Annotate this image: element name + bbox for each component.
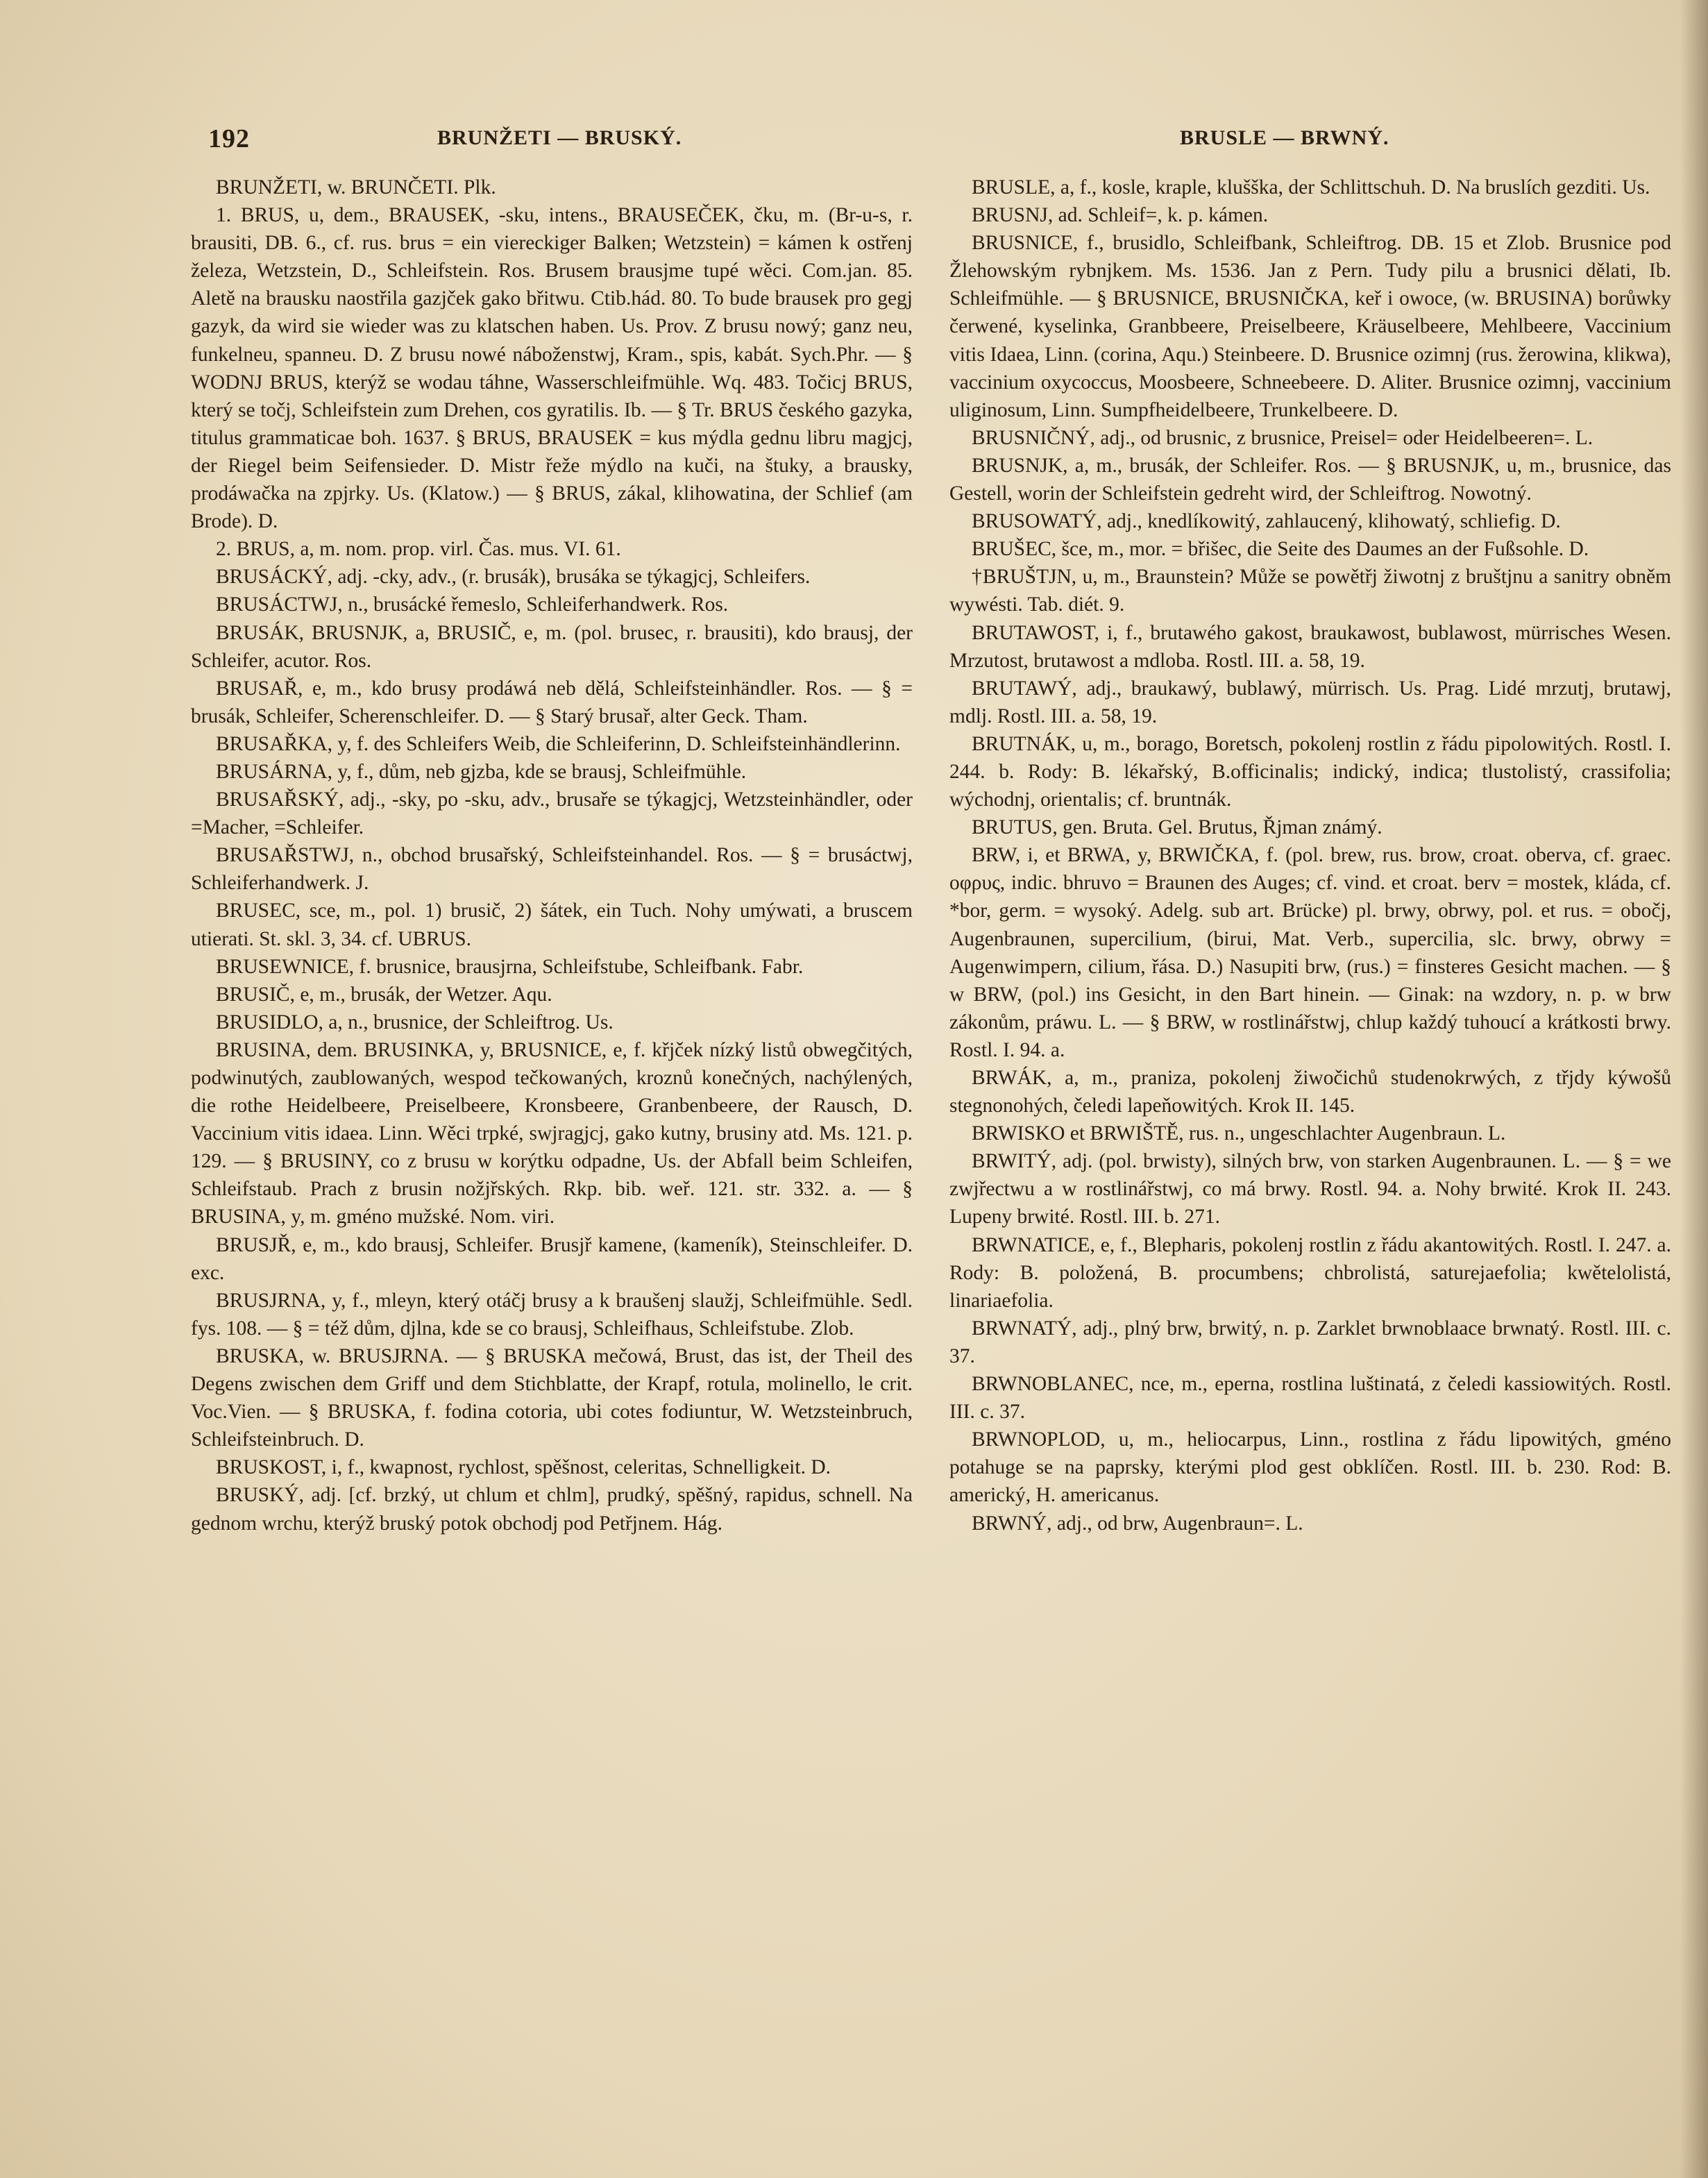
dictionary-entry: BRUSEWNICE, f. brusnice, brausjrna, Schleifstube, Schleifbank. Fabr.: [216, 955, 804, 978]
dictionary-entry: BRUSLE, a, f., kosle, kraple, klušška, der Schlittschuh. D. Na bruslích gezditi. Us.: [972, 176, 1650, 199]
page-spine-shadow: [1680, 0, 1708, 2178]
dictionary-entry: BRWNOPLOD, u, m., heliocarpus, Linn., rostlina z řádu lipowitých, gméno potahuge se na paprsky, kterými plod gest obklíčen. Rostl. III. b. 230. Rod: B. americký, H. americanus.: [949, 1428, 1671, 1507]
dictionary-entry: BRUSINA, dem. BRUSINKA, y, BRUSNICE, e, f. křjček nízký listů obwegčitých, podwinutých, zaublowaných, wespod tečkowaných, kroznů konečných, nachýlených, die rothe Heidelbeere, Preiselbeere, Kronsbeere, Granbenbeere, der Rausch, D. Vaccinium vitis idaea. Linn. Wěci trpké, swjragjcj, gako kutny, brusiny atd. Ms. 121. p. 129. — § BRUSINY, co z brusu w korýtku odpadne, Us. der Abfall beim Schleifen, Schleifstaub. Prach z brusin nožjřských. Rkp. bib. weř. 121. str. 332. a. — § BRUSINA, y, m. gméno mužské. Nom. viri.: [191, 1038, 913, 1229]
dictionary-entry: BRWNOBLANEC, nce, m., eperna, rostlina luštinatá, z čeledi kassiowitých. Rostl. III. c. 37.: [949, 1373, 1671, 1424]
dictionary-entry: BRUSNJ, ad. Schleif=, k. p. kámen.: [972, 204, 1269, 227]
dictionary-entry: BRUSÁCTWJ, n., brusácké řemeslo, Schleiferhandwerk. Ros.: [216, 593, 729, 616]
dictionary-entry: BRUTUS, gen. Bruta. Gel. Brutus, Řjman známý.: [972, 816, 1383, 839]
dictionary-entry: BRWNATICE, e, f., Blepharis, pokolenj rostlin z řádu akantowitých. Rostl. I. 247. a. Rody: B. položená, B. procumbens; chbrolistá, saturejaefolia; kwětelolistá, linariaefolia.: [949, 1233, 1671, 1312]
dictionary-entry: BRUTNÁK, u, m., borago, Boretsch, pokolenj rostlin z řádu pipolowitých. Rostl. I. 244. b. Rody: B. lékařský, B.officinalis; indický, indica; tlustolistý, crassifolia; wýchodnj, orientalis; cf. bruntnák.: [949, 732, 1671, 811]
dictionary-entry: BRUSOWATÝ, adj., knedlíkowitý, zahlaucený, klihowatý, schliefig. D.: [972, 510, 1561, 533]
page-header: [208, 124, 1457, 158]
dictionary-entry: BRWNÝ, adj., od brw, Augenbraun=. L.: [972, 1512, 1303, 1535]
dictionary-entry: BRW, i, et BRWA, y, BRWIČKA, f. (pol. brew, rus. brow, croat. oberva, cf. graec. οφρυς, indic. bhruvo = Braunen des Auges; cf. vind. et croat. berv = mostek, kláda, cf. *bor, germ. = wysoký. Adelg. sub art. Brücke) pl. brwy, obrwy, pol. et rus. = obočj, Augenbraunen, supercilium, (birui, Mat. Verb., supercilia, slc. brwy, obrwy = Augenwimpern, cilium, řása. D.) Nasupiti brw, (rus.) = finsteres Gesicht machen. — § w BRW, (pol.) ins Gesicht, in den Bart hinein. — Ginak: na wzdory, n. p. w brw zákonům, práwu. L. — § BRW, w rostlinářstwj, chlup každý tuhoucí a krátkosti brwy. Rostl. I. 94. a.: [949, 844, 1671, 1061]
dictionary-entry: BRUSJŘ, e, m., kdo brausj, Schleifer. Brusjř kamene, (kameník), Steinschleifer. D. exc.: [191, 1233, 913, 1284]
dictionary-entry: BRUSAŘKA, y, f. des Schleifers Weib, die Schleiferinn, D. Schleifsteinhändlerinn.: [216, 732, 901, 755]
dictionary-entry: BRUSNJK, a, m., brusák, der Schleifer. Ros. — § BRUSNJK, u, m., brusnice, das Gestell, worin der Schleifstein gedreht wird, der Schleiftrog. Nowotný.: [949, 454, 1671, 505]
dictionary-entry: BRWISKO et BRWIŠTĚ, rus. n., ungeschlachter Augenbraun. L.: [972, 1122, 1506, 1145]
left-column: [191, 174, 913, 1537]
dictionary-entry: BRUSÁK, BRUSNJK, a, BRUSIČ, e, m. (pol. brusec, r. brausiti), kdo brausj, der Schleifer, acutor. Ros.: [191, 621, 913, 672]
dictionary-entry: BRUTAWOST, i, f., brutawého gakost, braukawost, bublawost, mürrisches Wesen. Mrzutost, brutawost a mdloba. Rostl. III. a. 58, 19.: [949, 621, 1671, 672]
dictionary-entry: 1. BRUS, u, dem., BRAUSEK, -sku, intens., BRAUSEČEK, čku, m. (Br-u-s, r. brausiti, DB. 6., cf. rus. brus = ein viereckiger Balken; Wetzstein) = kámen k ostřenj železa, Wetzstein, D., Schleifstein. Ros. Brusem brausjme tupé wěci. Com.jan. 85. Aletě na brausku naostřila gazjček gako břitwu. Ctib.hád. 80. To bude brausek pro gegj gazyk, da wird sie wieder was zu klatschen haben. Us. Prov. Z brusu nowý; ganz neu, funkelneu, spanneu. D. Z brusu nowé náboženstwj, Kram., spis, kabát. Sych.Phr. — § WODNJ BRUS, kterýž se wodau táhne, Wasserschleifmühle. Wq. 483. Točicj BRUS, který se točj, Schleifstein zum Drehen, cos gyratilis. Ib. — § Tr. BRUS českého gazyka, titulus grammaticae boh. 1637. § BRUS, BRAUSEK = kus mýdla gednu libru magjcj, der Riegel beim Seifensieder. D. Mistr řeže mýdlo na kuči, na štuky, a brausky, prodáwačka na zpjrky. Us. (Klatow.) — § BRUS, zákal, klihowatina, der Schlief (am Brode). D.: [191, 204, 913, 533]
dictionary-entry: BRUSJRNA, y, f., mleyn, který otáčj brusy a k braušenj slaužj, Schleifmühle. Sedl. fys. 108. — § = též dům, djlna, kde se co brausj, Schleifhaus, Schleifstube. Zlob.: [191, 1289, 913, 1340]
dictionary-entry: BRUSKA, w. BRUSJRNA. — § BRUSKA mečowá, Brust, das ist, der Theil des Degens zwischen dem Griff und dem Stichblatte, der Krapf, rotula, molinello, le crit. Voc.Vien. — § BRUSKA, f. fodina cotoria, ubi cotes fodiuntur, W. Wetzsteinbruch, Schleifsteinbruch. D.: [191, 1344, 913, 1451]
dictionary-entry: BRUSAŘSTWJ, n., obchod brusařský, Schleifsteinhandel. Ros. — § = brusáctwj, Schleiferhandwerk. J.: [191, 844, 913, 895]
dictionary-entry: BRUSAŘ, e, m., kdo brusy prodáwá neb dělá, Schleifsteinhändler. Ros. — § = brusák, Schleifer, Scherenschleifer. D. — § Starý brusař, alter Geck. Tham.: [191, 677, 913, 727]
dictionary-entry: BRUSKÝ, adj. [cf. brzký, ut chlum et chlm], prudký, spěšný, rapidus, schnell. Na gednom wrchu, kterýž bruský potok obchodj pod Petřjnem. Hág.: [191, 1484, 913, 1535]
dictionary-entry: BRUSIČ, e, m., brusák, der Wetzer. Aqu.: [216, 983, 552, 1006]
dictionary-entry: BRUSÁRNA, y, f., dům, neb gjzba, kde se brausj, Schleifmühle.: [216, 760, 747, 783]
right-running-head: BRUSLE — BRWNÝ.: [1180, 126, 1389, 149]
dictionary-entry: BRWNATÝ, adj., plný brw, brwitý, n. p. Zarklet brwnoblaace brwnatý. Rostl. III. c. 37.: [949, 1317, 1671, 1367]
dictionary-entry: BRUSIDLO, a, n., brusnice, der Schleiftrog. Us.: [216, 1011, 614, 1033]
dictionary-entry: BRUTAWÝ, adj., braukawý, bublawý, mürrisch. Us. Prag. Lidé mrzutj, brutawj, mdlj. Rostl. III. a. 58, 19.: [949, 677, 1671, 727]
left-running-head: BRUNŽETI — BRUSKÝ.: [437, 126, 682, 149]
page-number: 192: [208, 124, 250, 153]
right-column: [949, 174, 1671, 1537]
dictionary-entry: BRUŠEC, šce, m., mor. = břišec, die Seite des Daumes an der Fußsohle. D.: [972, 538, 1589, 561]
dictionary-entry: BRWITÝ, adj. (pol. brwisty), silných brw, von starken Augenbraunen. L. — § = we zwjřectwu a w rostlinářstwj, co má brwy. Rostl. 94. a. Nohy brwité. Krok II. 243. Lupeny brwité. Rostl. III. b. 271.: [949, 1150, 1671, 1229]
dictionary-entry: BRUSÁCKÝ, adj. -cky, adv., (r. brusák), brusáka se týkagjcj, Schleifers.: [216, 566, 811, 589]
dictionary-entry: BRUSNIČNÝ, adj., od brusnic, z brusnice, Preisel= oder Heidelbeeren=. L.: [972, 426, 1593, 449]
dictionary-entry: BRUNŽETI, w. BRUNČETI. Plk.: [216, 176, 496, 199]
dictionary-entry: BRUSNICE, f., brusidlo, Schleifbank, Schleiftrog. DB. 15 et Zlob. Brusnice pod Žlehowským rybnjkem. Ms. 1536. Jan z Pern. Tudy pilu a brusnici dělati, Ib. Schleifmühle. — § BRUSNICE, BRUSNIČKA, keř i owoce, (w. BRUSINA) borůwky čerwené, kyselinka, Granbbeere, Preiselbeere, Kräuselbeere, Mehlbeere, Vaccinium vitis Idaea, Linn. (corina, Aqu.) Steinbeere. D. Brusnice ozimnj (rus. žerowina, klikwa), vaccinium oxycoccus, Moosbeere, Schneebeere. D. Aliter. Brusnice ozimnj, vaccinium uliginosum, Linn. Sumpfheidelbeere, Trunkelbeere. D.: [949, 232, 1671, 421]
dictionary-entry: BRUSAŘSKÝ, adj., -sky, po -sku, adv., brusaře se týkagjcj, Wetzsteinhändler, oder =Macher, =Schleifer.: [191, 788, 913, 839]
dictionary-entry: BRWÁK, a, m., praniza, pokolenj žiwočichů studenokrwých, z třjdy kýwošů stegnonohých, čeledi lapeňowitých. Krok II. 145.: [949, 1067, 1671, 1117]
dictionary-entry: 2. BRUS, a, m. nom. prop. virl. Čas. mus. VI. 61.: [216, 538, 621, 561]
dictionary-entry: BRUSEC, sce, m., pol. 1) brusič, 2) šátek, ein Tuch. Nohy umýwati, a bruscem utierati. St. skl. 3, 34. cf. UBRUS.: [191, 900, 913, 950]
dictionary-entry: BRUSKOST, i, f., kwapnost, rychlost, spěšnost, celeritas, Schnelligkeit. D.: [216, 1456, 831, 1479]
dictionary-entry: †BRUŠTJN, u, m., Braunstein? Může se powětřj žiwotnj z bruštjnu a sanitry obněm wywésti. Tab. diét. 9.: [949, 566, 1671, 616]
